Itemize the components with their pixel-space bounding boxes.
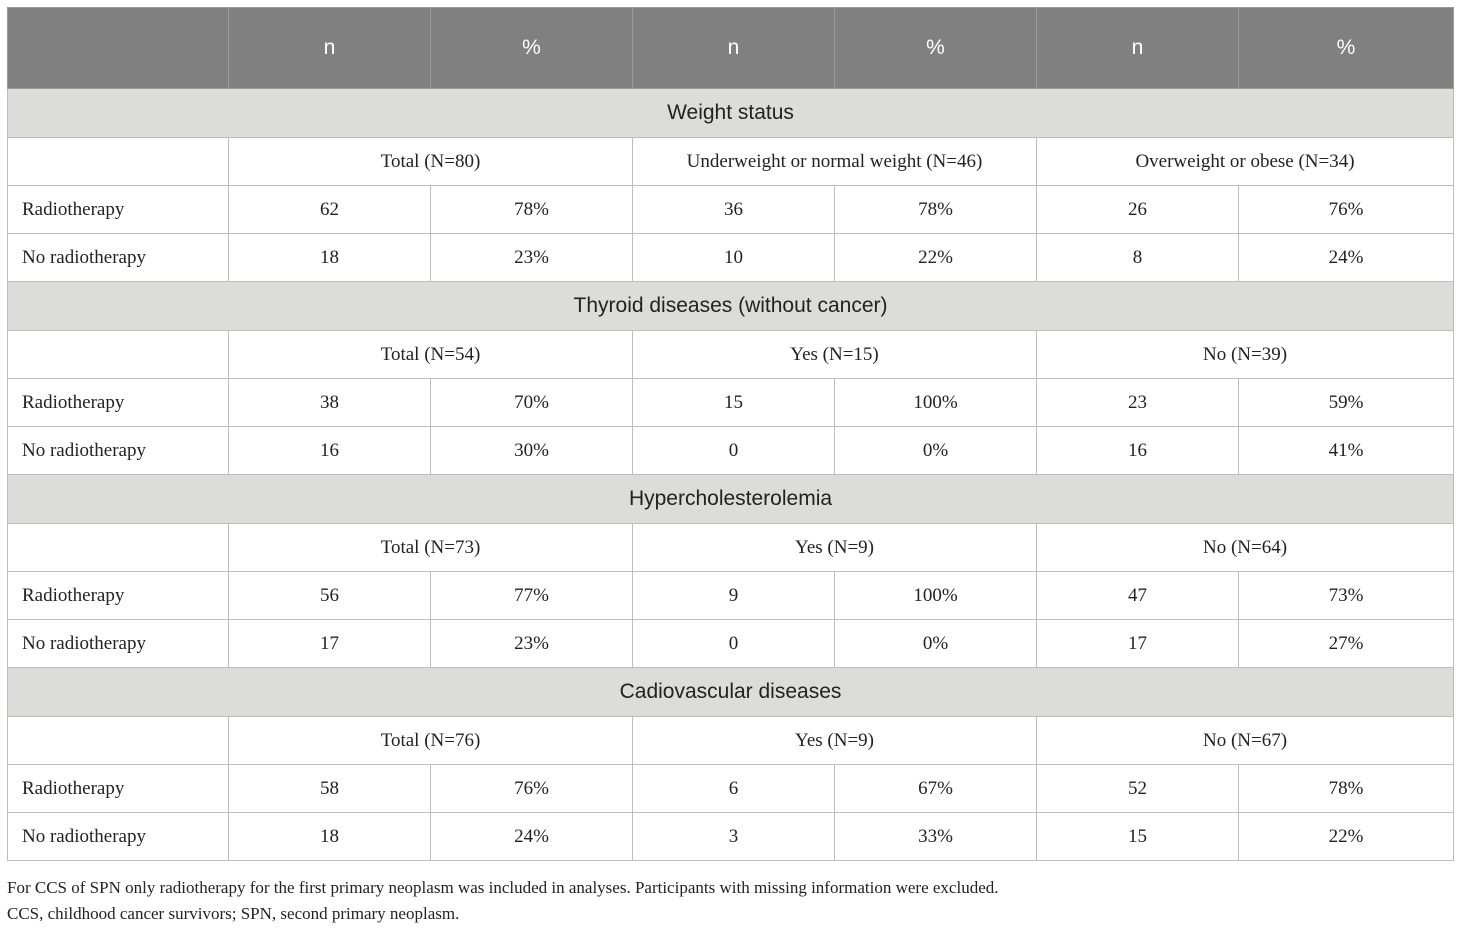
value-cell: 17: [1037, 620, 1239, 668]
value-cell: 100%: [835, 379, 1037, 427]
group-label: Yes (N=15): [633, 331, 1037, 379]
value-cell: 16: [229, 427, 431, 475]
group-label: Total (N=80): [229, 138, 633, 186]
footnote: CCS, childhood cancer survivors; SPN, second primary neoplasm.: [7, 904, 460, 923]
value-cell: 36: [633, 186, 835, 234]
value-cell: 30%: [431, 427, 633, 475]
footnote: For CCS of SPN only radiotherapy for the first primary neoplasm was included in analyses. Participants with missing information were excluded.: [7, 878, 999, 897]
header-cell: n: [633, 8, 835, 89]
value-cell: 8: [1037, 234, 1239, 282]
value-cell: 76%: [1239, 186, 1454, 234]
value-cell: 22%: [1239, 813, 1454, 861]
value-cell: 18: [229, 813, 431, 861]
value-cell: 41%: [1239, 427, 1454, 475]
value-cell: 62: [229, 186, 431, 234]
group-row: [8, 138, 1454, 186]
header-cell: %: [835, 8, 1037, 89]
table-row: [8, 620, 1454, 668]
section-header-row: [8, 668, 1454, 717]
header-row: [8, 8, 1454, 89]
group-row: [8, 331, 1454, 379]
header-cell: [8, 8, 229, 89]
group-label: Overweight or obese (N=34): [1037, 138, 1454, 186]
value-cell: 0: [633, 620, 835, 668]
value-cell: 15: [1037, 813, 1239, 861]
group-label: Total (N=73): [229, 524, 633, 572]
value-cell: 24%: [1239, 234, 1454, 282]
section-title: Weight status: [8, 89, 1454, 138]
group-row: [8, 524, 1454, 572]
section-title: Hypercholesterolemia: [8, 475, 1454, 524]
table-row: [8, 765, 1454, 813]
section-header-row: [8, 89, 1454, 138]
value-cell: 27%: [1239, 620, 1454, 668]
empty-cell: [8, 331, 229, 379]
value-cell: 26: [1037, 186, 1239, 234]
results-table: [7, 7, 1454, 861]
section-title: Cadiovascular diseases: [8, 668, 1454, 717]
value-cell: 52: [1037, 765, 1239, 813]
table-row: [8, 427, 1454, 475]
value-cell: 23: [1037, 379, 1239, 427]
value-cell: 16: [1037, 427, 1239, 475]
value-cell: 67%: [835, 765, 1037, 813]
empty-cell: [8, 138, 229, 186]
value-cell: 22%: [835, 234, 1037, 282]
value-cell: 38: [229, 379, 431, 427]
value-cell: 78%: [1239, 765, 1454, 813]
value-cell: 23%: [431, 234, 633, 282]
row-label: Radiotherapy: [8, 765, 229, 813]
table-footnotes: [7, 875, 999, 927]
empty-cell: [8, 524, 229, 572]
row-label: Radiotherapy: [8, 186, 229, 234]
value-cell: 76%: [431, 765, 633, 813]
value-cell: 24%: [431, 813, 633, 861]
group-row: [8, 717, 1454, 765]
row-label: Radiotherapy: [8, 572, 229, 620]
group-label: Total (N=76): [229, 717, 633, 765]
value-cell: 0%: [835, 427, 1037, 475]
group-label: No (N=39): [1037, 331, 1454, 379]
value-cell: 56: [229, 572, 431, 620]
table-row: [8, 813, 1454, 861]
empty-cell: [8, 717, 229, 765]
value-cell: 47: [1037, 572, 1239, 620]
value-cell: 9: [633, 572, 835, 620]
header-cell: n: [1037, 8, 1239, 89]
group-label: Underweight or normal weight (N=46): [633, 138, 1037, 186]
row-label: No radiotherapy: [8, 234, 229, 282]
value-cell: 78%: [835, 186, 1037, 234]
value-cell: 3: [633, 813, 835, 861]
row-label: No radiotherapy: [8, 813, 229, 861]
group-label: Yes (N=9): [633, 524, 1037, 572]
section-header-row: [8, 282, 1454, 331]
row-label: No radiotherapy: [8, 620, 229, 668]
value-cell: 33%: [835, 813, 1037, 861]
value-cell: 59%: [1239, 379, 1454, 427]
value-cell: 0%: [835, 620, 1037, 668]
group-label: Total (N=54): [229, 331, 633, 379]
header-cell: %: [431, 8, 633, 89]
value-cell: 0: [633, 427, 835, 475]
table-row: [8, 572, 1454, 620]
row-label: No radiotherapy: [8, 427, 229, 475]
value-cell: 70%: [431, 379, 633, 427]
value-cell: 17: [229, 620, 431, 668]
table-row: [8, 379, 1454, 427]
section-title: Thyroid diseases (without cancer): [8, 282, 1454, 331]
table-row: [8, 234, 1454, 282]
value-cell: 100%: [835, 572, 1037, 620]
value-cell: 73%: [1239, 572, 1454, 620]
row-label: Radiotherapy: [8, 379, 229, 427]
header-cell: n: [229, 8, 431, 89]
value-cell: 77%: [431, 572, 633, 620]
value-cell: 23%: [431, 620, 633, 668]
group-label: No (N=64): [1037, 524, 1454, 572]
value-cell: 10: [633, 234, 835, 282]
table-row: [8, 186, 1454, 234]
section-header-row: [8, 475, 1454, 524]
header-cell: %: [1239, 8, 1454, 89]
group-label: No (N=67): [1037, 717, 1454, 765]
value-cell: 6: [633, 765, 835, 813]
value-cell: 15: [633, 379, 835, 427]
group-label: Yes (N=9): [633, 717, 1037, 765]
value-cell: 18: [229, 234, 431, 282]
value-cell: 78%: [431, 186, 633, 234]
value-cell: 58: [229, 765, 431, 813]
